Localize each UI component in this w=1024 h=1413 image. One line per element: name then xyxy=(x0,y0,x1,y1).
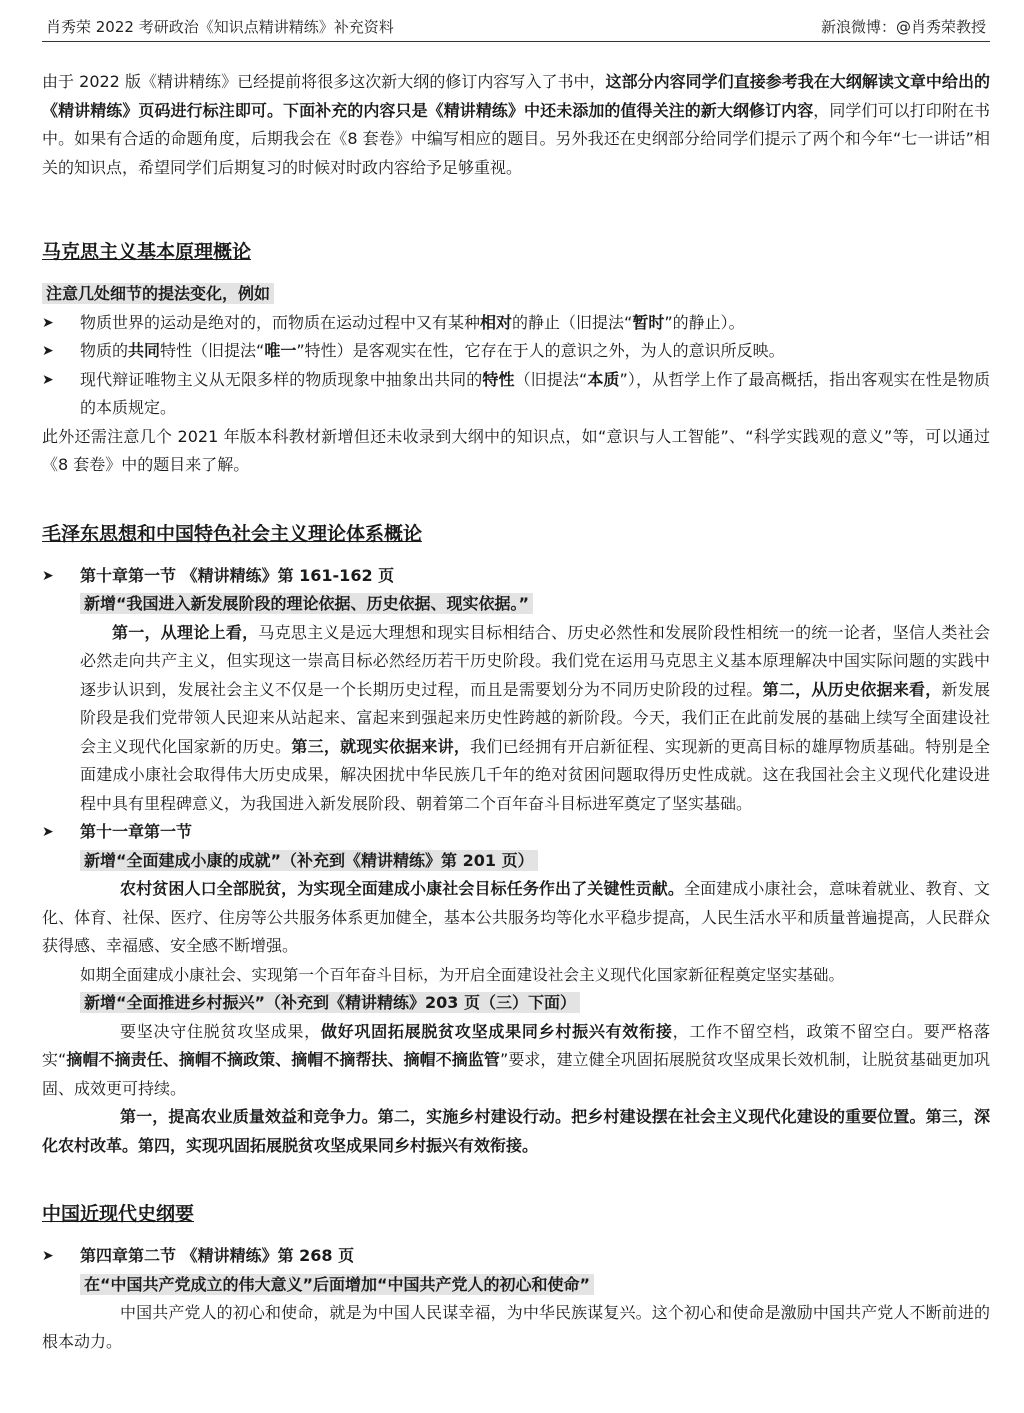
section3-item1-heading: ➤ 第四章第二节 《精讲精练》第 268 页 xyxy=(42,1242,990,1271)
header-weibo: 新浪微博：@肖秀荣教授 xyxy=(820,18,986,36)
arrow-bullet-icon: ➤ xyxy=(42,314,54,331)
section-title-maoism: 毛泽东思想和中国特色社会主义理论体系概论 xyxy=(42,522,423,545)
section3-list xyxy=(42,1242,990,1271)
section2-item2-paragraph4: 第一，提高农业质量效益和竞争力。第二，实施乡村建设行动。把乡村建设摆在社会主义现代化建设的重要位置。第三，深化农村改革。第四，实现巩固拓展脱贫攻坚成果同乡村振兴有效衔接。 xyxy=(42,1107,990,1155)
section1-highlight: 注意几处细节的提法变化，例如 xyxy=(42,283,274,304)
section2-item2-paragraph2: 如期全面建成小康社会、实现第一个百年奋斗目标，为开启全面建设社会主义现代化国家新征程奠定坚实基础。 xyxy=(80,965,845,984)
section1-highlight-line xyxy=(42,280,990,309)
section2-list-2 xyxy=(42,818,990,847)
arrow-bullet-icon: ➤ xyxy=(42,343,54,359)
section2-item1-highlight: 新增“我国进入新发展阶段的理论依据、历史依据、现实依据。” xyxy=(80,593,533,614)
arrow-bullet-icon: ➤ xyxy=(42,1248,54,1264)
list-item: ➤ 现代辩证唯物主义从无限多样的物质现象中抽象出共同的特性（旧提法“本质”），从哲学上作了最高概括，指出客观实在性是物质的本质规定。 xyxy=(42,366,990,423)
intro-paragraph xyxy=(42,68,990,182)
section2-item2-highlight1: 新增“全面建成小康的成就”（补充到《精讲精练》第 201 页） xyxy=(80,850,538,871)
section2-item1-paragraph: 第一，从理论上看，马克思主义是远大理想和现实目标相结合、历史必然性和发展阶段性相统一的统一论者，坚信人类社会必然走向共产主义，但实现这一崇高目标必然经历若干历史阶段。我们党在运用马克思主义基本原理解决中国实际问题的实践中逐步认识到，发展社会主义不仅是一个长期历史过程，而且是需要划分为不同历史阶段的过程。第二，从历史依据来看，新发展阶段是我们党带领人民迎来从站起来、富起来到强起来历史性跨越的新阶段。今天，我们正在此前发展的基础上续写全面建设社会主义现代化国家新的历史。第三，就现实依据来讲，我们已经拥有开启新征程、实现新的更高目标的雄厚物质基础。特别是全面建成小康社会取得伟大历史成果，解决困扰中华民族几千年的绝对贫困问题取得历史性成就。这在我国社会主义现代化建设进程中具有里程碑意义，为我国进入新发展阶段、朝着第二个百年奋斗目标进军奠定了坚实基础。 xyxy=(80,622,990,813)
arrow-bullet-icon: ➤ xyxy=(42,371,54,388)
section2-item2-heading: ➤ 第十一章第一节 xyxy=(42,818,990,847)
section3-item1-highlight: 在“中国共产党成立的伟大意义”后面增加“中国共产党人的初心和使命” xyxy=(80,1274,594,1295)
section2-item2-paragraph1: 农村贫困人口全部脱贫，为实现全面建成小康社会目标任务作出了关键性贡献。全面建成小康社会，意味着就业、教育、文化、体育、社保、医疗、住房等公共服务体系更加健全，基本公共服务均等化水平稳步提高，人民生活水平和质量普遍提高，人民群众获得感、幸福感、安全感不断增强。 xyxy=(42,879,990,955)
section2-item1-body xyxy=(42,590,990,818)
section2-item2-paragraph3: 要坚决守住脱贫攻坚成果，做好巩固拓展脱贫攻坚成果同乡村振兴有效衔接，工作不留空档，政策不留空白。要严格落实“摘帽不摘责任、摘帽不摘政策、摘帽不摘帮扶、摘帽不摘监管”要求，建立健全巩固拓展脱贫攻坚成果长效机制，让脱贫基础更加巩固、成效更可持续。 xyxy=(42,1021,990,1098)
section2-list xyxy=(42,562,990,591)
header-title: 肖秀荣 2022 考研政治《知识点精讲精练》补充资料 xyxy=(46,18,394,36)
section1-bullet-list xyxy=(42,309,990,423)
arrow-bullet-icon: ➤ xyxy=(42,824,54,840)
intro-text-1: 由于 2022 版《精讲精练》已经提前将很多这次新大纲的修订内容写入了书中， xyxy=(42,72,606,91)
section2-item2-highlight2: 新增“全面推进乡村振兴”（补充到《精讲精练》203 页（三）下面） xyxy=(80,992,580,1013)
section1-note: 此外还需注意几个 2021 年版本科教材新增但还未收录到大纲中的知识点，如“意识与人工智能”、“科学实践观的意义”等，可以通过《8 套卷》中的题目来了解。 xyxy=(42,426,990,474)
section2-item1-heading: ➤ 第十章第一节 《精讲精练》第 161-162 页 xyxy=(42,562,990,591)
arrow-bullet-icon: ➤ xyxy=(42,567,54,584)
intro-bold-1: 这部分内容同学们直接参考我在大纲解读文章中给出的《精讲精练》页码进行标注即可。下面补充的内容只是《精讲精练》中还未添加的值得关注的新大纲修订内容 xyxy=(42,72,990,120)
section-title-marxism: 马克思主义基本原理概论 xyxy=(42,241,252,263)
section3-item1-paragraph: 中国共产党人的初心和使命，就是为中国人民谋幸福，为中华民族谋复兴。这个初心和使命是激励中国共产党人不断前进的根本动力。 xyxy=(42,1303,990,1351)
running-header xyxy=(42,0,990,42)
section-title-modern-history: 中国近现代史纲要 xyxy=(42,1203,195,1225)
list-item: ➤ 物质的共同特性（旧提法“唯一”特性）是客观实在性，它存在于人的意识之外，为人的意识所反映。 xyxy=(42,337,990,366)
intro-text-2: ，同学们可以打印附在书中。如果有合适的命题角度，后期我会在《8 套卷》中编写相应的题目。另外我还在史纲部分给同学们提示了两个和今年“七一讲话”相关的知识点，希望同学们后期复习的时候对时政内容给予足够重视。 xyxy=(42,100,990,177)
list-item: ➤ 物质世界的运动是绝对的，而物质在运动过程中又有某种相对的静止（旧提法“暂时”的静止）。 xyxy=(42,309,990,338)
